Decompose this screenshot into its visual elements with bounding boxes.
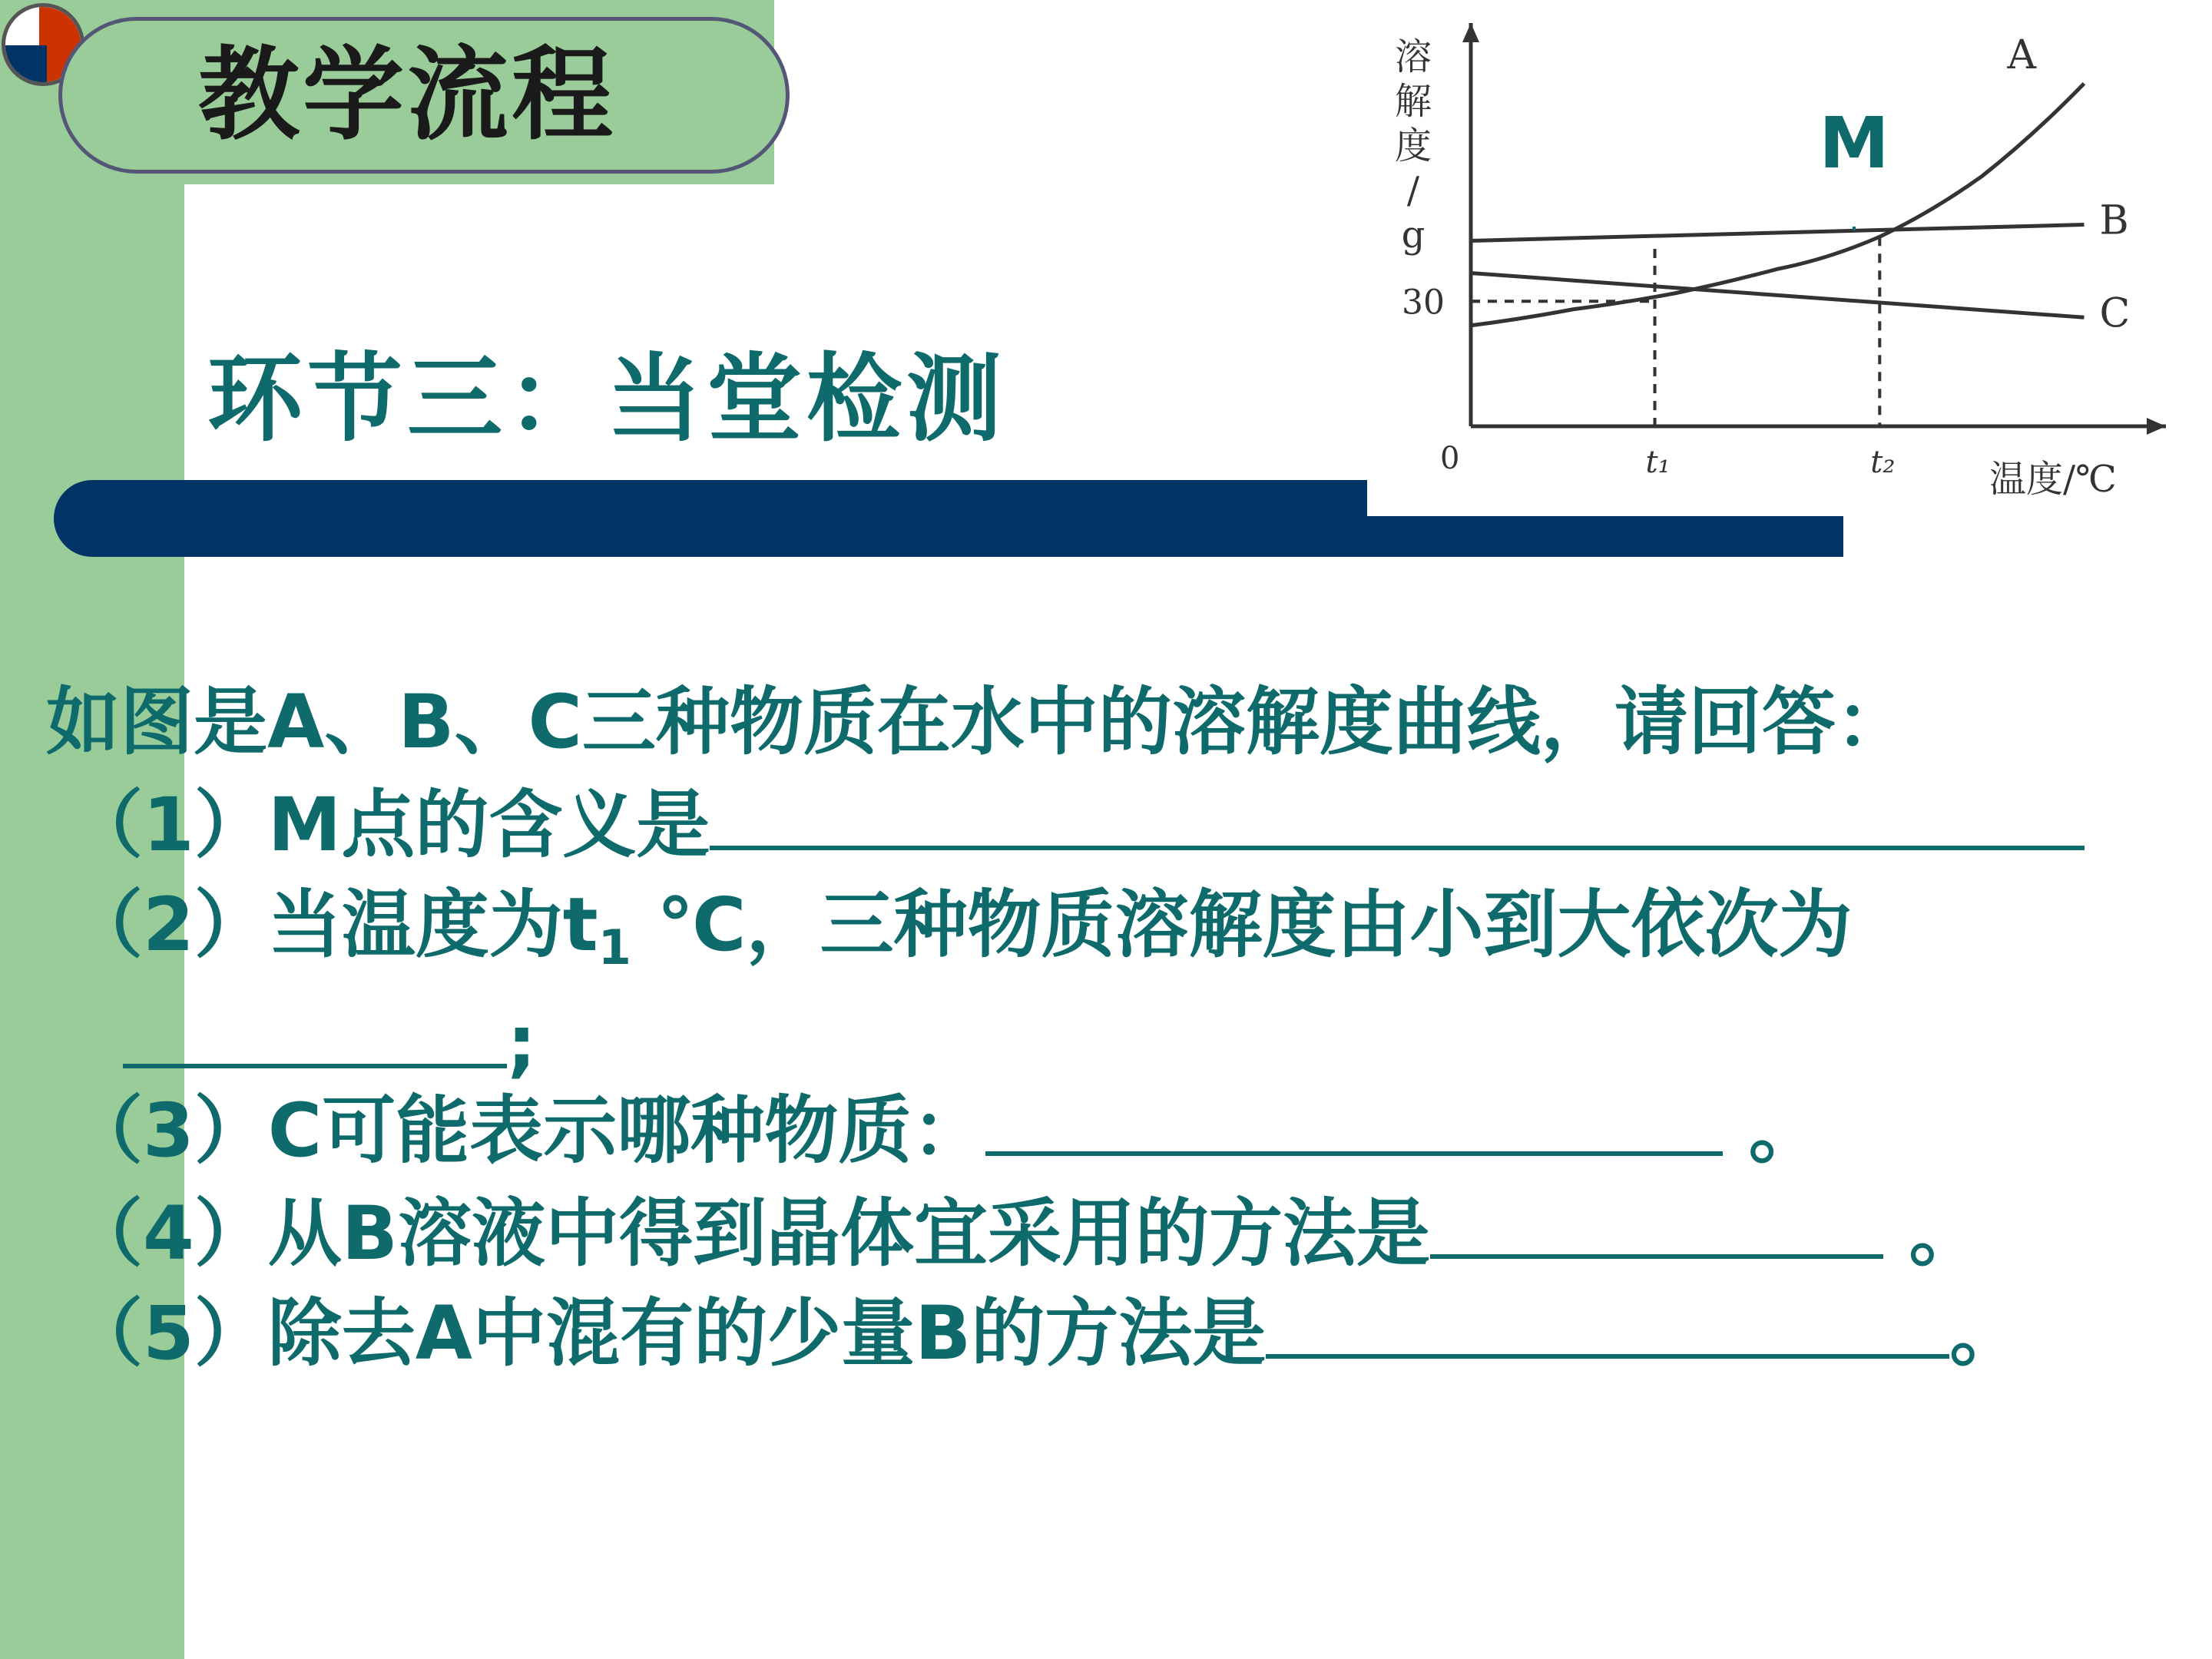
- question-4: [69, 1187, 1982, 1280]
- y-tick-label: 30: [1402, 283, 1445, 323]
- question-4-suffix: 。: [1883, 1190, 1983, 1277]
- series-label-b: B: [2099, 197, 2129, 244]
- page-title: 教学流程: [198, 35, 616, 154]
- x-axis-label: 温度/℃: [1989, 458, 2117, 501]
- question-2-subscript: 1: [598, 919, 631, 975]
- chart-svg: [1367, 0, 2212, 516]
- y-axis-arrow: [1462, 23, 1479, 42]
- y-axis-label-char: 溶: [1394, 35, 1432, 78]
- question-2: [69, 879, 1853, 975]
- question-2-text: （2）当温度为t: [69, 882, 598, 968]
- question-2-text-rest: ℃，三种物质溶解度由小到大依次为: [631, 882, 1853, 968]
- question-5-text: （5）除去A中混有的少量B的方法是: [69, 1290, 1267, 1376]
- question-3-text: （3）C可能表示哪种物质：: [69, 1088, 986, 1174]
- question-5: [69, 1287, 2023, 1379]
- origin-label: 0: [1440, 441, 1460, 476]
- question-1: [69, 779, 2085, 871]
- series-label-c: C: [2099, 290, 2131, 337]
- content-top-strip: [292, 184, 774, 192]
- question-3: [69, 1084, 1823, 1177]
- content-corner: [184, 184, 292, 292]
- answer-blank-5[interactable]: [1266, 1288, 1949, 1359]
- question-4-text: （4）从B溶液中得到晶体宜采用的方法是: [69, 1190, 1430, 1277]
- question-5-suffix: 。: [1949, 1290, 2024, 1376]
- question-3-suffix: 。: [1723, 1088, 1823, 1174]
- point-marker-m: .: [1849, 203, 1859, 238]
- answer-blank-2[interactable]: [123, 998, 507, 1068]
- solubility-chart: [1367, 0, 2212, 516]
- series-line-a: [1471, 84, 2084, 326]
- answer-blank-1[interactable]: [710, 780, 2085, 850]
- question-2-suffix: ;: [507, 1000, 537, 1086]
- question-2-answer-line: [123, 997, 536, 1089]
- answer-blank-3[interactable]: [985, 1085, 1723, 1156]
- x-tick-label-t1: t₁: [1645, 445, 1671, 480]
- point-label-m: M: [1819, 102, 1889, 184]
- section-title: 环节三：当堂检测: [207, 343, 1007, 455]
- x-axis-arrow: [2147, 418, 2166, 435]
- y-axis-label-char: 解: [1394, 80, 1432, 123]
- series-label-a: A: [2007, 31, 2037, 78]
- question-1-text: （1）M点的含义是: [69, 782, 710, 868]
- x-tick-label-t2: t₂: [1870, 445, 1896, 480]
- question-intro: 如图是A、B、C三种物质在水中的溶解度曲线，请回答：: [46, 679, 1909, 765]
- series-line-b: [1471, 225, 2084, 241]
- y-axis-label-char: 度: [1394, 124, 1432, 167]
- y-axis-label-char: /: [1406, 169, 1420, 212]
- y-axis-label-char: g: [1401, 214, 1426, 257]
- answer-blank-4[interactable]: [1430, 1188, 1883, 1259]
